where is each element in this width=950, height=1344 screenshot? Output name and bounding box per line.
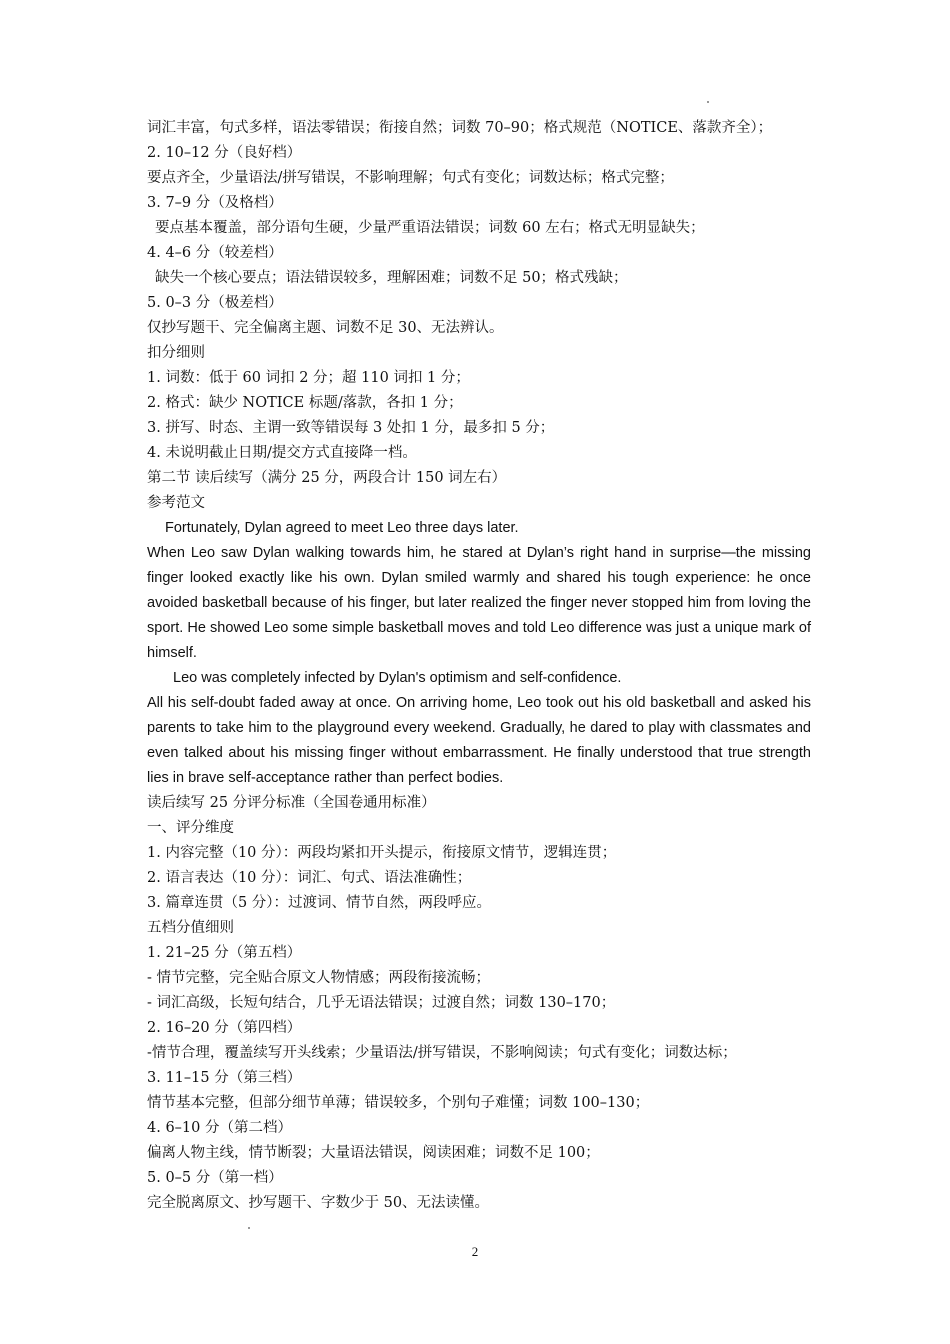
essay-p1-opening: Fortunately, Dylan agreed to meet Leo three days later.: [165, 520, 519, 536]
text-line: 情节基本完整，但部分细节单薄；错误较多，个别句子难懂；词数 100–130；: [147, 1095, 650, 1111]
criteria-item: 1. 内容完整（10 分）：两段均紧扣开头提示，衔接原文情节，逻辑连贯；: [147, 845, 617, 861]
section-heading: 一、评分维度: [147, 820, 234, 836]
text-line: 词汇丰富，句式多样，语法零错误；衔接自然；词数 70–90；格式规范（NOTICE、落款齐全）；: [147, 120, 773, 136]
section-heading: 五档分值细则: [147, 920, 234, 936]
text-line: - 情节完整，完全贴合原文人物情感；两段衔接流畅；: [147, 970, 491, 986]
text-line: 完全脱离原文、抄写题干、字数少于 50、无法读懂。: [147, 1195, 490, 1211]
document-page: [147, 116, 811, 1216]
grade-heading: 1. 21–25 分（第五档）: [147, 945, 302, 961]
grade-heading: 2. 10–12 分（良好档）: [147, 145, 302, 161]
page-number: 2: [471, 1244, 479, 1259]
text-line: 缺失一个核心要点；语法错误较多，理解困难；词数不足 50；格式残缺；: [155, 270, 628, 286]
speck-top: [707, 101, 709, 103]
deduction-item: 1. 词数：低于 60 词扣 2 分；超 110 词扣 1 分；: [147, 370, 470, 386]
grade-heading: 4. 4–6 分（较差档）: [147, 245, 283, 261]
grade-heading: 5. 0–3 分（极差档）: [147, 295, 283, 311]
criteria-item: 2. 语言表达（10 分）：词汇、句式、语法准确性；: [147, 870, 472, 886]
essay-p2-body: All his self-doubt faded away at once. On arriving home, Leo took out his old basketball and asked his parents to take him to the playground every weekend. Gradually, he dared to play with classmates and even talked about his missing finger without embarrassment. He finally understood that true strength lies in brave self-acceptance rather than perfect bodies.: [147, 695, 811, 786]
text-line: 仅抄写题干、完全偏离主题、词数不足 30、无法辨认。: [147, 320, 504, 336]
text-line: 要点基本覆盖，部分语句生硬，少量严重语法错误；词数 60 左右；格式无明显缺失；: [155, 220, 705, 236]
section-heading: 扣分细则: [147, 345, 205, 361]
essay-p1-body: When Leo saw Dylan walking towards him, he stared at Dylan’s right hand in surprise—the missing finger looked exactly like his own. Dylan smiled warmly and shared his tough experience: he once avoided basketball because of his finger, but later realized the finger never stopped him from loving the sport. He showed Leo some simple basketball moves and told Leo difference was just a unique mark of himself.: [147, 545, 811, 661]
text-line: -情节合理，覆盖续写开头线索；少量语法/拼写错误，不影响阅读；句式有变化；词数达标；: [147, 1045, 737, 1061]
section-heading: 第二节 读后续写（满分 25 分，两段合计 150 词左右）: [147, 470, 507, 486]
deduction-item: 3. 拼写、时态、主谓一致等错误每 3 处扣 1 分，最多扣 5 分；: [147, 420, 555, 436]
criteria-item: 3. 篇章连贯（5 分）：过渡词、情节自然，两段呼应。: [147, 895, 492, 911]
text-line: 要点齐全，少量语法/拼写错误，不影响理解；句式有变化；词数达标；格式完整；: [147, 170, 674, 186]
grade-heading: 4. 6–10 分（第二档）: [147, 1120, 292, 1136]
text-line: - 词汇高级，长短句结合，几乎无语法错误；过渡自然；词数 130–170；: [147, 995, 616, 1011]
grade-heading: 2. 16–20 分（第四档）: [147, 1020, 302, 1036]
text-line: 偏离人物主线，情节断裂；大量语法错误，阅读困难；词数不足 100；: [147, 1145, 600, 1161]
speck-bottom: [248, 1227, 250, 1229]
section-heading: 参考范文: [147, 495, 205, 511]
deduction-item: 4. 未说明截止日期/提交方式直接降一档。: [147, 445, 417, 461]
essay-p2-opening: Leo was completely infected by Dylan's optimism and self-confidence.: [173, 670, 622, 686]
section-heading: 读后续写 25 分评分标准（全国卷通用标准）: [147, 795, 436, 811]
grade-heading: 3. 7–9 分（及格档）: [147, 195, 283, 211]
grade-heading: 5. 0–5 分（第一档）: [147, 1170, 283, 1186]
grade-heading: 3. 11–15 分（第三档）: [147, 1070, 302, 1086]
deduction-item: 2. 格式：缺少 NOTICE 标题/落款，各扣 1 分；: [147, 395, 463, 411]
